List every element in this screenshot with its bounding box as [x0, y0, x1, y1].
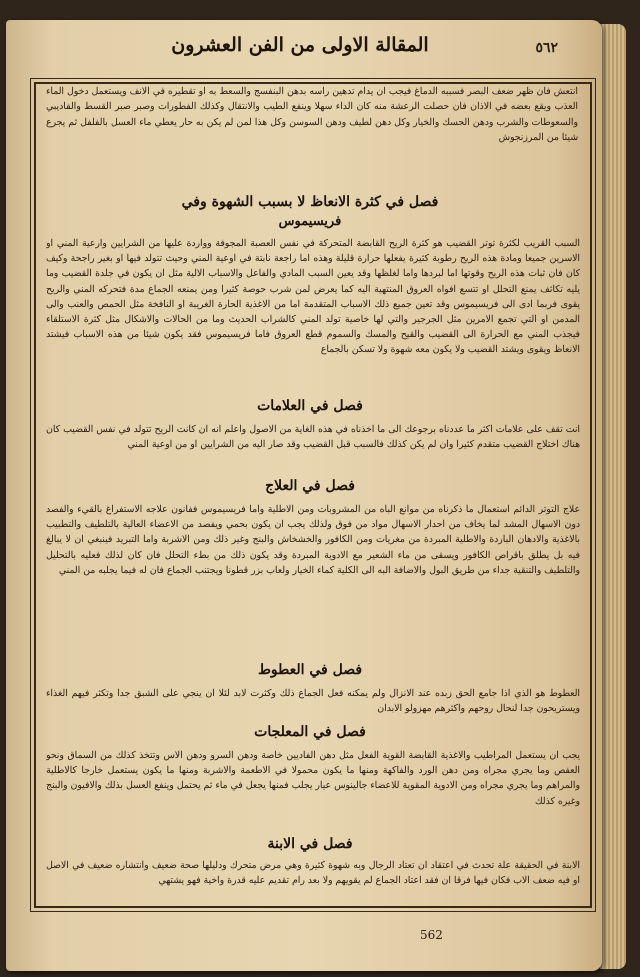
section-body: علاج التوتر الدائم استعمال ما ذكرناه من موانع الباه من المشروبات ومن الاطلية واما فريسيموس ففانون علاجه الاستفراغ بالقيء والفصد دون الاسهال المشد لما يخاف من احدار الاسهال مواد من فوق ولذلك يجب ان يكون بحمي ويفصد من الاعضاء العالية بالتلطيف والتطبيب بالاغذية والادهان الباردة والاطلية المبردة من مغريات ومن الكافور والخشخاش والبنج وغير ذلك ومن الاشربة واما التبريد فينبغي ان لا يبالغ فيه بل يطلق باقراص الكافور ويسقى من ماء الشعير مع الادوية المبردة وقد يكون ذلك من بطء التحلل فان كان لذلك فعليه بالتحليل والتلطيف والتنقية جداء من طريق البول والاضافة البه الى الكلية كماء الخيار ولعاب بزر قطونا ويجتنب الجماع فان له فيما يجلبه من المني	[46, 504, 580, 576]
section-body: انت تقف على علامات اكثر ما عددناه برجوعك الى ما اخذناه في هذه الغاية من الاصول واعلم انه ان كانت الريح تتولد في نفس القضيب كان هناك اختلاج القضيب متقدم كثيرا وان لم يكن كذلك فالسبب قبل القضيب وقد صار اليه من الشرايين او من اوعية المني	[46, 424, 580, 451]
section-heading: فصل في العطوط	[257, 662, 363, 678]
section-subheading: فريسيموس	[278, 214, 342, 229]
page-header	[30, 34, 570, 68]
page-number-bottom: 562	[420, 928, 443, 942]
section-heading: فصل في كثرة الانعاظ لا بسبب الشهوة وفي	[181, 194, 439, 210]
section-body: العطوط هو الذي اذا جامع الحق زبده عند الانزال ولم يمكنه فعل الجماع ذلك وكثرت لابد لئلا ان ينجي على الشبق جدا وتكثر فيهم الغذاء ويستريحون جدا لنحال روحهم واكثرهم مهزولو الابدان	[46, 688, 580, 715]
section-heading: فصل في العلامات	[257, 398, 363, 414]
section-body: يجب ان يستعمل المراطيب والاغذية القابضة القوية الفعل مثل دهن الفاديين خاصة ودهن السرو ودهن الاس وتتخذ كذلك من السماق ونحو العفص وما يجري مجراه ومن دهن الورد والفاكهة ومنها ما يكون محمولا في الاطعمة والاشربة ومنها ما يكون يستعمل خارجا كالاطلية والمراهم وما يجري مجراه ومن الادوية المقوية للاعضاء جالينوس عيار يجلب فمنها يجعل في ماء ثم يحتمل وينفع العسل بذلك والافيون والبنج وغيره كذلك	[46, 750, 580, 807]
section-body: الابنة في الحقيقة علة تحدث في اعتقاد ان تعتاد الرجال وبه شهوة كثيرة وهي مرض متحرك ودليلها صحة ضعيف وانتشاره ضعيف في الاصل او فيه ضعف الاب فكان فيها فرقا ان فقد اعتاد الجماع لم يقويهم ولا بعد رام تقديم عليه قدرة واخية فهو يشتهي	[46, 860, 580, 887]
section-heading: فصل في المعلجات	[254, 724, 366, 740]
section-body: السبب القريب لكثرة توتر القضيب هو كثرة الريح القابضة المتحركة في نفس العصبة المجوفة وواردة عليها من الشرايين وارعية المني او الاسرين جميعا ومادة هذه الريح رطوبة كثيرة يفعلها حرارة قليلة وهذه اما راجعة نابتة في اوعية المني وحيث تتولد فيها او بغير راجحة وكيف كان فان ثبات هذه الريح وقوتها اما لبردها واما لغلظها وقد يعين السبب المادي والفاعل والاسباب الالية مثل ان يكون في جلدة القضيب وما يليه تكاثف يمنع التحلل او تتسع افواه العروق المنتهية اليه كما يعرض لمن شرب حوصة كثيرا ومن يمنعه الجماع مدة فتحركه المني والريح يقوى فربما ادى الى فريسيموس وقد تعين جميع ذلك الاسباب المتقدمة اما من الاغذية الحارة الغريبة او النافخة مثل الحمص والعنب والى المدمن او التي تجمع الامرين مثل الجرجير والتي لها خاصية تولد المني كالشراب الحديث وما من الحالات والاشكال مثل كثرة الاستلقاء فيجذب المني مع الحرارة الى القضيب والقيح والمسك والسموم قطع العروق فاما فريسيموس فقد يكون شيئا من هذه الاسباب فيشتد الانعاظ ويقوى ويشتد القضيب ولا يكون معه شهوة ولا تسكن بالجماع	[46, 238, 580, 356]
section-heading: فصل في العلاج	[265, 478, 355, 494]
section-heading: فصل في الابنة	[267, 836, 353, 852]
book-page-edge	[600, 24, 626, 969]
intro-paragraph: انتعش فان ظهر ضعف البصر فسببه الدماغ فيجب ان يدام تدهين راسه بدهن البنفسج والسعط به او تقطيره في الانف ويستعمل دخول الماء العذب ويقع بعضه في الاذان فان حصلت الرعشة منه كان الداء سهلا وينفع الطيب والانتقال وكذلك الفطورات وصبر صبر القسط والفاديبي والسعوطات والشرب ودهن الحسك والخيار وكل دهن لطيف ودهن السوسن وكل هذا لمن لم يكن به حار يعطي ماء العسل بالفلفل ثم يجرع شيئا من المرزنجوش	[46, 86, 578, 143]
running-title: المقالة الاولى من الفن العشرون	[171, 34, 429, 56]
page-number-top: ٥٦٢	[535, 40, 558, 56]
